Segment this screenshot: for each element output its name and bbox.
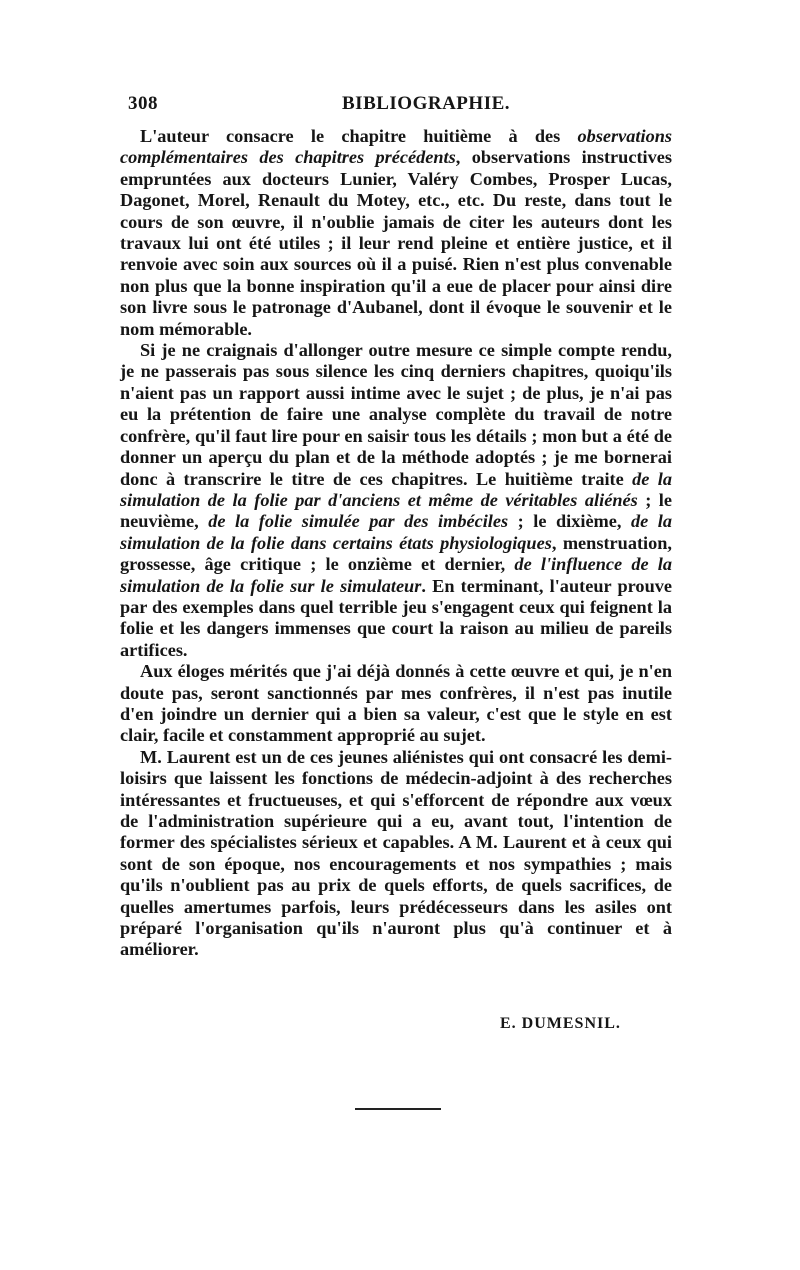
running-title: BIBLIOGRAPHIE. xyxy=(342,93,511,114)
italic-text: de la simulation de la folie dans certains états physiologiques xyxy=(120,511,673,553)
body-text xyxy=(120,126,672,961)
paragraph xyxy=(120,747,672,961)
text-segment: . En terminant, l'auteur prouve par des exemples dans quel terrible jeu s'engagent ceux qui feignent la folie et les dangers immenses que court la raison au milieu de pareils artifices. xyxy=(120,575,672,660)
text-segment: Aux éloges mérités que j'ai déjà donnés à cette œuvre et qui, je n'en doute pas, seront sanctionnés par mes confrères, il n'est pas inutile d'en joindre un dernier qui a bien sa valeur, c'est que le style en est clair, facile et constamment approprié au sujet. xyxy=(120,661,672,746)
text-segment: , menstruation, grossesse, âge critique ; le onzième et dernier, xyxy=(120,532,672,575)
italic-text: de la folie simulée par des imbéciles xyxy=(208,511,509,532)
author-signature: E. DUMESNIL. xyxy=(500,1015,621,1032)
paragraph xyxy=(120,126,672,340)
section-end-rule xyxy=(355,1108,441,1110)
paragraph xyxy=(120,661,672,747)
text-segment: M. Laurent est un de ces jeunes aliénistes qui ont consacré les demi-loisirs que laissent les fonctions de médecin-adjoint à des recherches intéressantes et fructueuses, et qui s'efforcent de répondre aux vœux de l'administration supérieure qui a eu, avant tout, l'intention de former des spécialistes sérieux et capables. A M. Laurent et à ceux qui sont de son époque, nos encouragements et nos sympathies ; mais qu'ils n'oublient pas au prix de quels efforts, de quels sacrifices, de quelles amertumes parfois, leurs prédécesseurs dans les asiles ont préparé l'organisation qu'ils n'auront plus qu'à continuer et à améliorer. xyxy=(120,746,672,960)
italic-text: observations complémentaires des chapitres précédents xyxy=(120,126,672,168)
italic-text: de la simulation de la folie par d'anciens et même de véritables aliénés xyxy=(120,468,673,510)
italic-text: de l'influence de la simulation de la folie sur le simulateur xyxy=(120,554,672,596)
text-segment: , observations instructives empruntées aux docteurs Lunier, Valéry Combes, Prosper Lucas, Dagonet, Morel, Renault du Motey, etc., etc. Du reste, dans tout le cours de son œuvre, il n'oublie jamais de citer les auteurs dont les travaux lui ont été utiles ; il leur rend pleine et entière justice, et il renvoie avec soin aux sources où il a puisé. Rien n'est plus convenable non plus que la bonne inspiration qu'il a eue de placer pour ainsi dire son livre sous le patronage d'Aubanel, dont il évoque le souvenir et le nom mémorable. xyxy=(120,147,672,339)
text-segment: Si je ne craignais d'allonger outre mesure ce simple compte rendu, je ne passerais pas sous silence les cinq derniers chapitres, quoiqu'ils n'aient pas un rapport aussi intime avec le sujet ; de plus, je n'ai pas eu la prétention de faire une analyse complète du travail de notre confrère, qu'il faut lire pour en saisir tous les détails ; mon but a été de donner un aperçu du plan et de la méthode adoptés ; je me bornerai donc à transcrire le titre de ces chapitres. Le huitième traite xyxy=(120,340,672,489)
text-segment: ; le neuvième, xyxy=(120,489,672,532)
paragraph xyxy=(120,340,672,661)
page-number: 308 xyxy=(128,93,158,114)
text-segment: L'auteur consacre le chapitre huitième à des xyxy=(140,126,578,146)
page-header xyxy=(128,93,672,121)
text-segment: ; le dixième, xyxy=(508,511,632,532)
